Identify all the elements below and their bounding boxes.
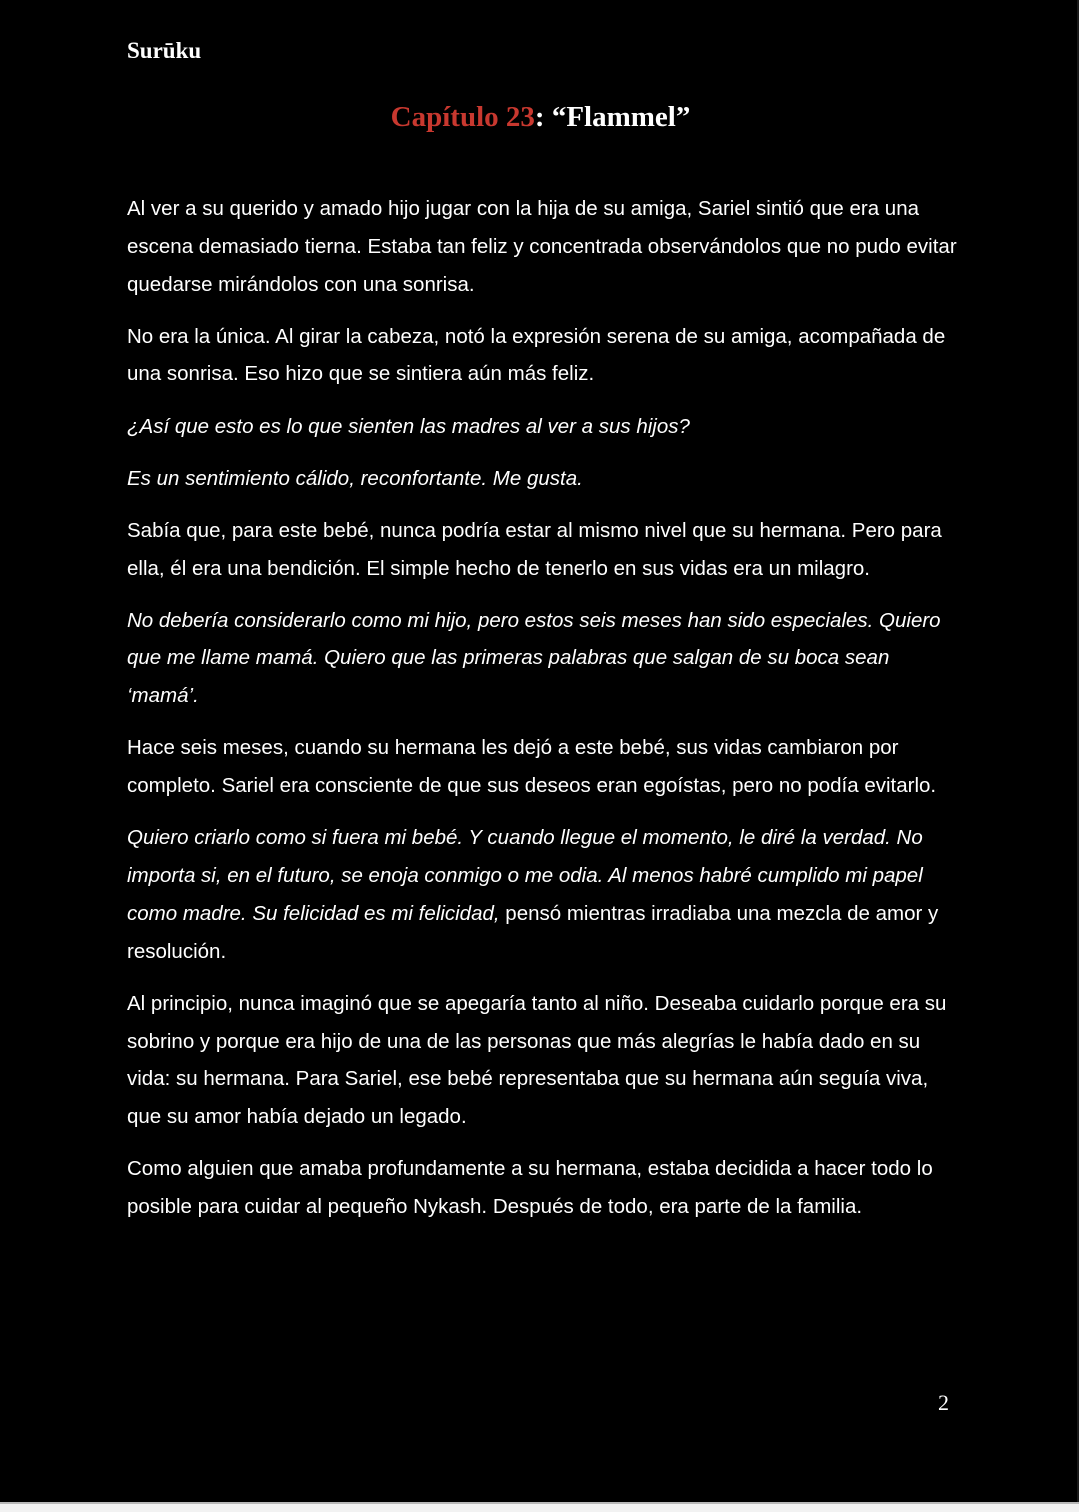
paragraph: Sabía que, para este bebé, nunca podría estar al mismo nivel que su hermana. Pero para ella, él era una bendición. El simple hecho de tenerlo en sus vidas era un milagro. (127, 518, 942, 580)
paragraph: Al principio, nunca imaginó que se apegaría tanto al niño. Deseaba cuidarlo porque era su sobrino y porque era hijo de una de las personas que más alegrías le había dado en su vida: su hermana. Para Sariel, ese bebé representaba que su hermana aún seguía viva, que su amor había dejado un legado. (127, 991, 947, 1129)
chapter-title (0, 101, 1079, 134)
chapter-title-separator: : (534, 101, 552, 133)
narration-text: pensó mientras irradiaba una mezcla de amor y resolución. (127, 901, 939, 963)
paragraph-mixed (127, 819, 957, 970)
paragraph: Hace seis meses, cuando su hermana les dejó a este bebé, sus vidas cambiaron por completo. Sariel era consciente de que sus deseos eran egoístas, pero no podía evitarlo. (127, 736, 937, 798)
chapter-number-label: Capítulo 23 (390, 101, 535, 133)
paragraph-inner-thought: Es un sentimiento cálido, reconfortante. Me gusta. (127, 466, 583, 490)
page-boundary (0, 1502, 1079, 1504)
paragraph: Como alguien que amaba profundamente a su hermana, estaba decidida a hacer todo lo posible para cuidar al pequeño Nykash. Después de todo, era parte de la familia. (127, 1157, 933, 1218)
paragraph: Al ver a su querido y amado hijo jugar con la hija de su amiga, Sariel sintió que era una escena demasiado tierna. Estaba tan feliz y concentrada observándolos que no pudo evitar quedarse mirándolos con una sonrisa. (127, 197, 957, 296)
inner-thought-text: Quiero criarlo como si fuera mi bebé. Y cuando llegue el momento, le diré la verdad. No importa si, en el futuro, se enoja conmigo o me odia. Al menos habré cumplido mi papel como madre. Su felicidad es mi felicidad, (127, 826, 923, 925)
page-number: 2 (938, 1390, 949, 1415)
chapter-name: “Flammel” (551, 101, 691, 133)
running-header-book-title: Surūku (127, 38, 202, 63)
chapter-body (127, 190, 957, 1240)
paragraph: No era la única. Al girar la cabeza, notó la expresión serena de su amiga, acompañada de una sonrisa. Eso hizo que se sintiera aún más feliz. (127, 324, 946, 386)
paragraph-inner-thought: ¿Así que esto es lo que sienten las madres al ver a sus hijos? (127, 414, 690, 438)
paragraph-inner-thought: No debería considerarlo como mi hijo, pero estos seis meses han sido especiales. Quiero que me llame mamá. Quiero que las primeras palabras que salgan de su boca sean ‘mamá’. (127, 608, 941, 708)
